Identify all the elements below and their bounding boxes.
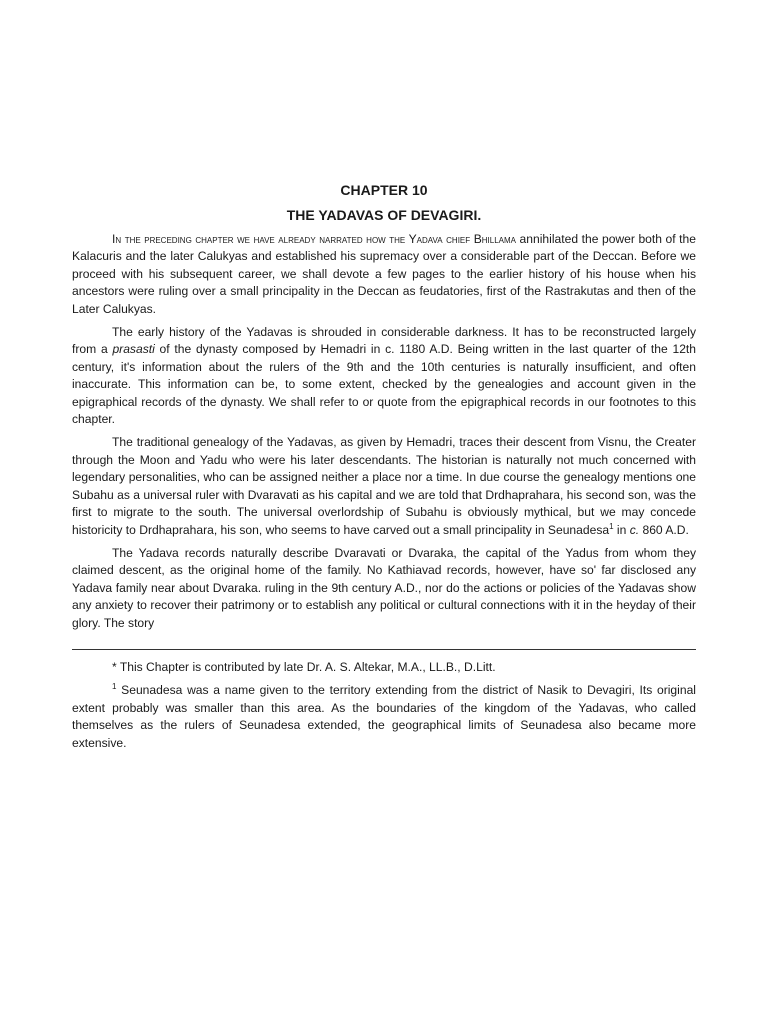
footnote-1-mark: 1 [112, 682, 117, 692]
footnote-divider [72, 649, 696, 650]
paragraph-2-text-b: of the dynasty composed by Hemadri in c. 1180 A.D. Being written in the last quarter of the 12th century, it's information about the rulers of the 9th and the 10th centuries is naturally insufficient, and often inaccurate. This information can be, to some extent, checked by the genealogies and account given in the epigraphical records of the dynasty. We shall refer to or quote from the epigraphical records in our footnotes to this chapter. [72, 342, 697, 427]
paragraph-3-text-c: 860 A.D. [639, 522, 689, 537]
paragraph-2-text-a: The early history of the Yadavas is shrouded in considerable darkness. It has to be reconstructed largely from a [72, 325, 696, 357]
paragraph-3-text-a: The traditional genealogy of the Yadavas, as given by Hemadri, traces their descent from Visnu, the Creater through the Moon and Yadu who were his later descendants. The historian is naturally not much concerned with legendary personalities, who can be assigned neither a place nor a time. In due course the genealogy mentions one Subahu as a universal ruler with Dvaravati as his capital and we are told that Drdhaprahara, his second son, was the first to migrate to the south. The universal overlordship of Subahu is obviously mythical, but we may concede historicity to Drdhaprahara, his son, who seems to have carved out a small principality in Seunadesa [72, 435, 696, 537]
footnote-ref-1[interactable]: 1 [609, 521, 614, 531]
footnote-1-text: Seunadesa was a name given to the territory extending from the district of Nasik to Devagiri, Its original extent probably was smaller than this area. As the boundaries of the kingdom of the Yadavas, who called themselves as the rulers of Seunadesa extended, the geographical limits of Seunadesa also became more extensive. [72, 683, 696, 750]
chapter-number: CHAPTER 10 [340, 182, 428, 198]
paragraph-2-italic: prasasti [112, 342, 155, 357]
footnote-star: * This Chapter is contributed by late Dr. A. S. Altekar, M.A., LL.B., D.Litt. [112, 659, 496, 674]
paragraph-1-text: annihilated the power both of the Kalacuris and the later Calukyas and established his supremacy over a considerable part of the Deccan. Before we proceed with his subsequent career, we shall devote a few pages to the earlier history of his house when his ancestors were ruling over a small principality in the Deccan as feudatories, first of the Rastrakutas and then of the Later Calukyas. [72, 232, 696, 316]
paragraph-3-text-b: in [613, 522, 630, 537]
paragraph-2 [72, 324, 696, 428]
paragraph-1 [72, 231, 696, 318]
paragraph-3-italic: c. [629, 522, 640, 537]
paragraph-4: The Yadava records naturally describe Dvaravati or Dvaraka, the capital of the Yadus from whom they claimed descent, as the original home of the family. No Kathiavad records, however, have so' far disclosed any Yadava family near about Dvaraka. ruling in the 9th century A.D., nor do the actions or policies of the Yadavas show any anxiety to recover their patrimony or to establish any political or cultural connections with it in the heyday of their glory. The story [72, 545, 696, 630]
paragraph-3 [72, 434, 696, 538]
chapter-title: THE YADAVAS OF DEVAGIRI. [286, 207, 482, 223]
document-page [72, 180, 696, 758]
footnote-1 [72, 682, 696, 752]
paragraph-1-lead: In the preceding chapter we have already narrated how the Yadava chief Bhillama [112, 232, 516, 246]
